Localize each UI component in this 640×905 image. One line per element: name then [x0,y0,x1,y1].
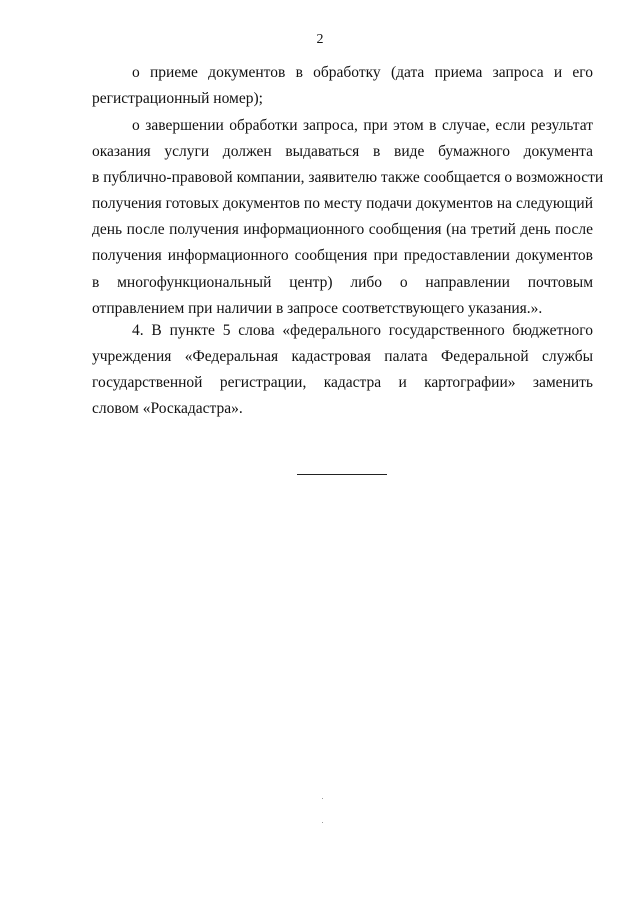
text-line: учреждения «Федеральная кадастровая палата Федеральной службы [92,348,593,366]
text-line: государственной регистрации, кадастра и картографии» заменить [92,374,593,392]
text-line: получения информационного сообщения при предоставлении документов [92,247,593,265]
page-number: 2 [316,32,324,47]
scan-speck [322,798,323,799]
text-line: день после получения информационного сообщения (на третий день после [92,221,593,239]
text-line: 4. В пункте 5 слова «федерального государственного бюджетного [132,322,593,339]
text-line: в публично-правовой компании, заявителю также сообщается о возможности [92,169,604,187]
paragraph-completion [92,113,604,322]
text-line: получения готовых документов по месту подачи документов на следующий [92,195,593,213]
text-line: оказания услуги должен выдаваться в виде бумажного документа [92,143,593,161]
closing-rule [297,474,387,475]
text-line: отправлением при наличии в запросе соответствующего указания.». [92,299,543,317]
text-line: словом «Роскадастра». [92,400,243,418]
text-line: в многофункциональный центр) либо о направлении почтовым [92,273,593,291]
scan-speck [322,822,323,823]
paragraph-receipt [92,60,593,112]
text-line: о завершении обработки запроса, при этом в случае, если результат [132,117,593,134]
paragraph-item-4 [92,318,593,422]
text-line: регистрационный номер); [92,90,263,108]
text-line: о приеме документов в обработку (дата приема запроса и его [132,64,593,81]
